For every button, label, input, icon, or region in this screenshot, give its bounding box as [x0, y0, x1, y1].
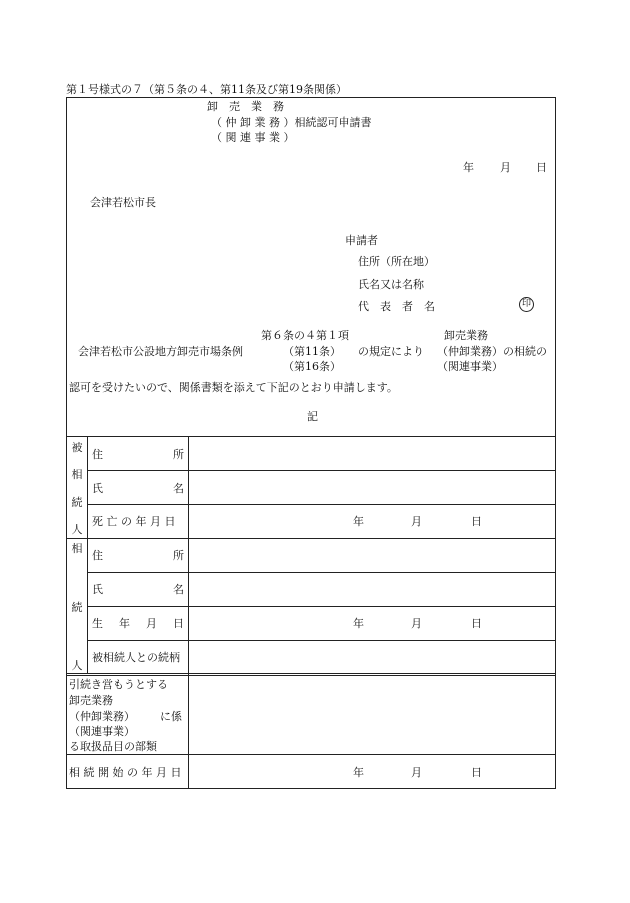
start-year-label: 年: [353, 766, 364, 779]
row-line: [66, 754, 556, 755]
title-line-2: （ 仲 卸 業 務 ）相続認可申請書: [211, 116, 372, 129]
death-day-label: 日: [471, 515, 482, 528]
table-top-line: [66, 436, 556, 437]
article-main: 第６条の４第１項: [261, 329, 349, 342]
addressee: 会津若松市長: [90, 196, 156, 209]
birth-month-label: 月: [411, 617, 422, 630]
row-line: [87, 640, 556, 641]
seal-icon: 印: [519, 297, 534, 312]
inheritance-start-date-label: 相 続 開 始 の 年 月 日: [69, 766, 182, 779]
death-year-label: 年: [353, 515, 364, 528]
items-label-line-5: る取扱品目の部類: [69, 740, 157, 753]
title-line-3: （ 関 連 事 業 ）: [211, 131, 295, 144]
applicant-name-label: 氏名又は名称: [358, 278, 424, 291]
row-line: [87, 572, 556, 573]
start-day-label: 日: [471, 766, 482, 779]
decedent-address-label: 住 所: [92, 448, 184, 461]
ki-marker: 記: [307, 410, 318, 423]
article-alt-2: （第16条）: [283, 360, 341, 373]
business-option-3: （関連事業）: [437, 360, 503, 373]
heir-relation-label: 被相続人との続柄: [92, 651, 180, 664]
label-column-line: [188, 436, 189, 789]
death-month-label: 月: [411, 515, 422, 528]
row-line: [87, 504, 556, 505]
items-label-line-2: 卸売業務: [69, 694, 113, 707]
items-label-line-4: （関連事業）: [69, 725, 135, 738]
birth-year-label: 年: [353, 617, 364, 630]
applicant-address-label: 住所（所在地）: [358, 255, 435, 268]
items-label-line-3b: に係: [160, 710, 182, 723]
form-number-label: 第１号様式の７（第５条の４、第11条及び第19条関係）: [66, 83, 347, 96]
date-month-label: 月: [500, 161, 511, 174]
decedent-name-label: 氏 名: [92, 482, 184, 495]
decedent-death-date-label: 死 亡 の 年 月 日: [92, 515, 176, 528]
heir-birth-date-label: 生 年 月 日: [92, 617, 184, 630]
heir-address-label: 住 所: [92, 549, 184, 562]
items-label-line-3: （仲卸業務）: [69, 710, 135, 723]
title-line-1: 卸 売 業 務: [207, 100, 284, 113]
ordinance-name: 会津若松市公設地方卸売市場条例: [78, 345, 243, 358]
group-divider-line-double: [66, 675, 556, 676]
date-day-label: 日: [536, 161, 547, 174]
start-month-label: 月: [411, 766, 422, 779]
items-label-line-1: 引続き営もうとする: [69, 678, 168, 691]
business-option-1: 卸売業務: [444, 329, 488, 342]
group-divider-line: [66, 538, 556, 539]
date-year-label: 年: [463, 161, 474, 174]
applicant-heading: 申請者: [345, 234, 378, 247]
provision-text: の規定により: [358, 345, 424, 358]
birth-day-label: 日: [471, 617, 482, 630]
article-alt-1: （第11条）: [283, 345, 341, 358]
heir-name-label: 氏 名: [92, 583, 184, 596]
row-line: [87, 470, 556, 471]
applicant-representative-label: 代 表 者 名: [358, 300, 435, 313]
inheritance-of-text: の相続の: [503, 345, 547, 358]
row-line: [87, 606, 556, 607]
business-option-2: （仲卸業務）: [437, 345, 503, 358]
group-divider-line: [66, 673, 556, 674]
request-sentence: 認可を受けたいので、関係書類を添えて下記のとおり申請します。: [69, 381, 398, 394]
group-column-line: [87, 436, 88, 674]
